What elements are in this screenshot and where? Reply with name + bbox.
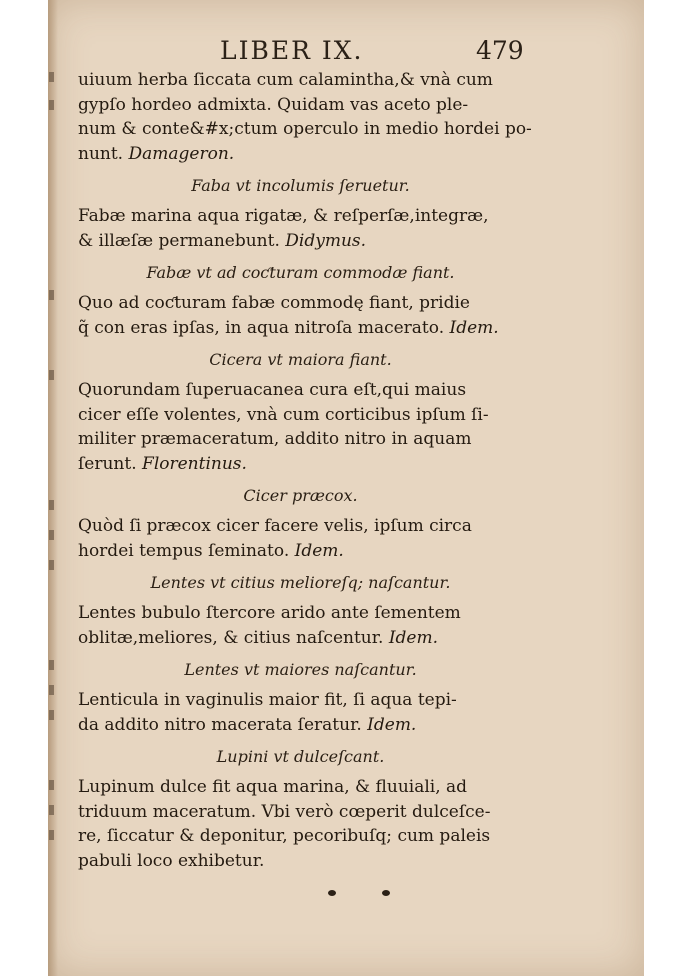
text-fragment: oblitæ,meliores, & citius naſcentur.: [78, 627, 384, 648]
text-line: [78, 142, 523, 167]
section-heading: Lentes vt maiores naſcantur.: [184, 660, 417, 679]
author-citation: Idem.: [388, 627, 438, 648]
paragraph: [78, 291, 523, 340]
section-heading: Faba vt incolumis ſeruetur.: [191, 176, 410, 195]
text-line: [78, 713, 523, 738]
text-fragment: & illæſæ permanebunt.: [78, 230, 280, 251]
text-line: uiuum herba ſiccata cum calamintha,& vnà cum: [78, 70, 493, 90]
text-fragment: nunt.: [78, 143, 124, 164]
text-line: num & conte&#x;ctum operculo in medio hordei po-: [78, 119, 532, 139]
margin-mark: [49, 72, 54, 82]
ornament-dot: [382, 890, 390, 896]
page-number: 479: [476, 36, 524, 65]
text-line: Quòd ſi præcox cicer facere velis, ipſum circa: [78, 516, 472, 536]
text-fragment: hordei tempus ſeminato.: [78, 540, 290, 561]
text-line: [78, 316, 523, 341]
book-page: [48, 0, 644, 976]
ornament-dot: [328, 890, 336, 896]
margin-mark: [49, 660, 54, 670]
section-heading: Lentes vt citius melioreſq; naſcantur.: [150, 573, 451, 592]
text-line: militer præmaceratum, addito nitro in aquam: [78, 429, 472, 449]
running-head: [48, 36, 644, 68]
text-line: Lentes bubulo ſtercore arido ante ſementem: [78, 603, 461, 623]
paragraph: [78, 204, 523, 253]
text-line: [78, 452, 523, 477]
margin-mark: [49, 805, 54, 815]
author-citation: Damageron.: [128, 143, 235, 164]
margin-mark: [49, 780, 54, 790]
text-line: [78, 229, 523, 254]
author-citation: Idem.: [294, 540, 344, 561]
margin-mark: [49, 685, 54, 695]
author-citation: Idem.: [449, 317, 499, 338]
text-fragment: q̃ con eras ipſas, in aqua nitroſa macerato.: [78, 317, 445, 338]
margin-mark: [49, 710, 54, 720]
author-citation: Idem.: [367, 714, 417, 735]
text-block: [78, 68, 532, 873]
text-line: Lenticula in vaginulis maior fit, ſi aqua tepi-: [78, 690, 457, 710]
margin-marks: [48, 60, 56, 880]
text-line: triduum maceratum. Vbi verò cœperit dulceſce-: [78, 801, 491, 822]
text-line: Lupinum dulce fit aqua marina, & fluuiali, ad: [78, 777, 468, 797]
text-line: gypſo hordeo admixta. Quidam vas aceto ple-: [78, 94, 469, 115]
text-line: re, ſiccatur & deponitur, pecoribuſq; cum paleis: [78, 826, 491, 846]
text-fragment: da addito nitro macerata ſeratur.: [78, 714, 362, 735]
paragraph: [78, 775, 523, 873]
text-line: Quorundam ſuperuacanea cura eſt,qui maius: [78, 380, 467, 400]
paragraph: [78, 688, 523, 737]
text-line: [78, 539, 523, 564]
text-line: pabuli loco exhibetur.: [78, 850, 265, 871]
text-line: cicer eſſe volentes, vnà cum corticibus ipſum ſi-: [78, 404, 489, 425]
section-heading: Lupini vt dulceſcant.: [216, 747, 385, 766]
page-ornament: [328, 890, 408, 904]
section-heading: Fabæ vt ad coƈturam commodæ fiant.: [146, 263, 455, 282]
paragraph: [78, 514, 523, 563]
section-heading: Cicer præcox.: [243, 486, 358, 505]
text-line: Fabæ marina aqua rigatæ, & reſperſæ,integræ,: [78, 206, 489, 226]
text-fragment: ſerunt.: [78, 453, 137, 474]
paragraph: [78, 68, 532, 166]
running-title: LIBER IX.: [220, 36, 364, 65]
margin-mark: [49, 290, 54, 300]
section-heading: Cicera vt maiora fiant.: [209, 350, 392, 369]
margin-mark: [49, 830, 54, 840]
margin-mark: [49, 100, 54, 110]
author-citation: Florentinus.: [142, 453, 247, 474]
margin-mark: [49, 530, 54, 540]
margin-mark: [49, 560, 54, 570]
text-line: [78, 626, 523, 651]
text-line: Quo ad coƈturam fabæ commodę fiant, pridie: [78, 293, 470, 313]
margin-mark: [49, 370, 54, 380]
margin-mark: [49, 500, 54, 510]
author-citation: Didymus.: [285, 230, 367, 251]
paragraph: [78, 601, 523, 650]
paragraph: [78, 378, 523, 476]
